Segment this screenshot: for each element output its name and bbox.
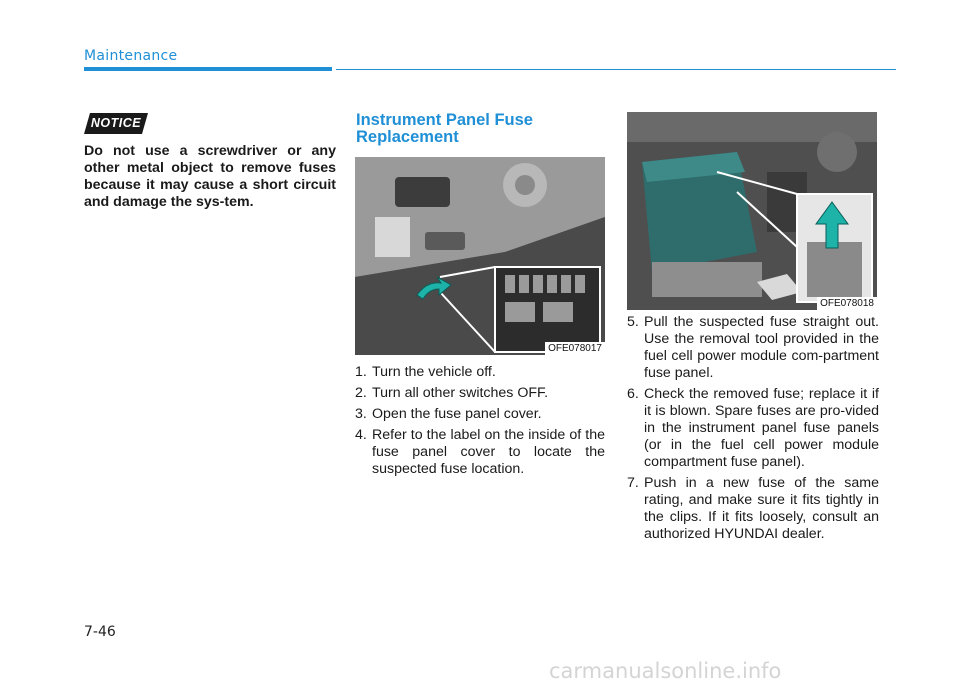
step-text: Refer to the label on the inside of the fuse panel cover to locate the suspected fuse location. — [372, 427, 605, 477]
engine-compartment-illustration — [627, 112, 877, 310]
step-item — [355, 406, 605, 423]
engine-room-photo — [627, 112, 877, 310]
instrument-panel-photo — [355, 157, 605, 355]
notice-badge-label: NOTICE — [90, 116, 142, 130]
section-title: Maintenance — [84, 48, 178, 64]
step-number: 6. — [627, 386, 639, 402]
step-number: 1. — [355, 364, 367, 380]
step-text: Push in a new fuse of the same rating, and make sure it fits tightly in the clips. If it fits loosely, consult an authorized HYUNDAI dealer. — [644, 475, 879, 542]
step-item — [355, 385, 605, 402]
step-text: Turn all other switches OFF. — [372, 385, 549, 401]
header-rule-thick — [84, 67, 332, 71]
watermark: carmanualsonline.info — [549, 659, 782, 683]
header-rule-thin — [336, 69, 896, 70]
notice-body: Do not use a screwdriver or any other metal object to remove fuses because it may cause a short circuit and damage the sys-tem. — [84, 143, 336, 210]
step-number: 7. — [627, 475, 639, 491]
notice-badge — [84, 113, 148, 134]
instrument-panel-heading: Instrument Panel Fuse Replacement — [356, 111, 533, 146]
engine-room-steps — [627, 314, 879, 547]
step-item — [355, 364, 605, 381]
step-item — [627, 475, 879, 543]
dashboard-illustration — [355, 157, 605, 355]
step-item — [355, 427, 605, 478]
step-text: Turn the vehicle off. — [372, 364, 496, 380]
step-text: Check the removed fuse; replace it if it is blown. Spare fuses are pro-vided in the instrument panel fuse panels (or in the fuel cell power module compartment fuse panel). — [644, 386, 879, 470]
engine-room-photo-code: OFE078018 — [817, 297, 877, 310]
page-number: 7-46 — [84, 624, 116, 640]
instrument-panel-steps — [355, 364, 605, 482]
step-text: Pull the suspected fuse straight out. Use the removal tool provided in the fuel cell power module com-partment fuse panel. — [644, 314, 879, 381]
instrument-panel-photo-code: OFE078017 — [545, 342, 605, 355]
step-item — [627, 314, 879, 382]
step-number: 4. — [355, 427, 367, 443]
step-number: 2. — [355, 385, 367, 401]
step-item — [627, 386, 879, 471]
step-number: 3. — [355, 406, 367, 422]
step-text: Open the fuse panel cover. — [372, 406, 542, 422]
step-number: 5. — [627, 314, 639, 330]
